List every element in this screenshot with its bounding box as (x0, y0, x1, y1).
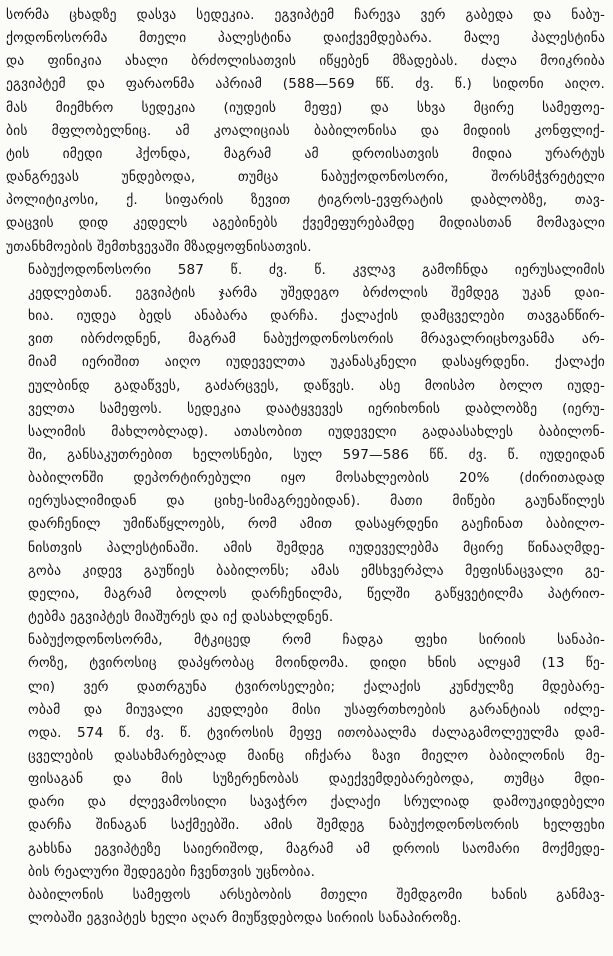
text-line: ველთა სამეფოს. სედეკია დაატყვევეს იერიხონის დაბლობზე (იერუ- (28, 400, 605, 417)
text-line: ნაბუქოდონოსორი 587 წ. ძვ. წ. კვლავ გამოჩნდა იერუსალიმის (28, 261, 605, 278)
text-line: მას მიემხრო სედეკია (იუდეის მეფე) და სხვა მცირე სამეფოე- (6, 99, 605, 116)
text-line: ცველების დასახმარებლად მაინც იჩქარა ზავი მიელო ბაბილონის მე- (28, 748, 605, 764)
text-line: ოდა. 574 წ. ძვ. წ. ტვიროსის მეფე ითობაალმა ძალაგამოლეულმა დამ- (28, 724, 605, 741)
text-line: გახსნა ეგვიპტეზე საიერიშოდ, მაგრამ ამ დროის საომარი მოქმედე- (28, 840, 605, 857)
text-line: ეგვიპტემ და ფარაონმა აპრიამ (588—569 წწ. ძვ. წ.) სიდონი აიღო. (6, 76, 605, 93)
text-line: ბის მფლობელნიც. ამ კოალიციას ბაბილონისა და მიდიის კონფლიქ- (6, 122, 605, 139)
text-line: დარი და ძლევამოსილი სავაჭრო ქალაქი სრულიად დამოუკიდებელი (28, 794, 605, 811)
text-line: იერუსალიმიდან და ციხე-სიმაგრეებიდან). მათი მიწები გაუნაწილეს (28, 493, 605, 510)
text-line: ნაბუქოდონოსორმა, მტკიცედ რომ ჩადგა ფეხი სირიის სანაპი- (28, 632, 605, 649)
text-line: ვით იბრძოდნენ, მაგრამ ნაბუქოდონოსორის მრავალრიცხოვანმა არ- (28, 331, 605, 348)
text-line: დარჩა შინაგან საქმეებში. ამის შემდეგ ნაბუქოდონოსორის ხელფეხი (28, 817, 605, 834)
text-line: დელია, მაგრამ ბოლოს დარჩენილმა, წელში გაწყვეტილმა პატრიო- (28, 585, 605, 602)
text-line: ობამ და მიუვალი კედლები მისი უსაფრთხოების გარანტიას იძლე- (28, 701, 605, 718)
text-line: სალიმის მახლობლად). ათასობით იუდეველი გადაასახლეს ბაბილონ- (28, 423, 605, 440)
text-line: და ფინიკია ახალი ბრძოლისათვის იწყებენ მზადებას. ძალა მოიკრიბა (6, 53, 605, 70)
text-line: ბაბილონში დეპორტირებული იყო მოსახლეობის 20% (ძირითადად (28, 470, 605, 487)
text-line: ფისაგან და მის სუზერენობას დაექვემდებარებოდა, თუმცა მდი- (28, 771, 605, 788)
text-line: ნისთვის პალესტინაში. ამის შემდეგ იუდეველებმა მცირე წინააღმდე- (28, 539, 605, 556)
text-line: ტის იმედი ჰქონდა, მაგრამ ამ დროისათვის მიდია ურარტუს (6, 145, 605, 162)
text-line: კედლებთან. ეგვიპტის ჯარმა უშედეგო ბრძოლის შემდეგ უკან დაი- (28, 284, 605, 301)
paragraph-4 (6, 884, 605, 930)
text-line: გობა კიდევ გაუწიეს ბაბილონს; ამას ემსხვერპლა მეფისნაცვალი გე- (28, 562, 605, 579)
text-line: დაცვის დიდ კედელს აგებინებს ქვემეფურებამდე მიდიასთან მომავალი (6, 215, 605, 232)
text-line: ლობაში ეგვიპტეს ხელი აღარ მიუწვდებოდა სირიის სანაპიროზე. (28, 910, 462, 927)
paragraph-3 (6, 629, 605, 884)
paragraph-2 (6, 259, 605, 630)
text-line: პოლიტიკოსი, ქ. სიფარის ზევით ტიგროს-ევფრატის დაბლობზე, თავ- (6, 192, 605, 209)
text-line: ხია. იუდეა ბედს ანაბარა დარჩა. ქალაქის დამცველები თავგანწირ- (28, 308, 605, 325)
text-line: ეულბინდ გადაწვეს, გაძარცვეს, დაწვეს. ასე მოისპო ბოლო იუდე- (28, 377, 605, 394)
text-line: ში, განსაკუთრებით ხელოსნები, სულ 597—586 წწ. ძვ. წ. იუდეიდან (28, 446, 605, 463)
text-line: ბაბილონის სამეფოს არსებობის მთელი შემდგომი ხანის განმავ- (28, 886, 605, 903)
text-line: დანგრევას უნდებოდა, თუმცა ნაბუქოდონოსორი, შორსმჭვრეტელი (6, 169, 605, 186)
text-line: სორმა ცხადზე დასვა სედეკია. ეგვიპტემ ჩარევა ვერ გაბედა და ნაბუ- (6, 7, 605, 23)
text-line: ქოდონოსორმა მთელი პალესტინა დაიქვემდებარა. მალე პალესტინა (6, 30, 605, 47)
text-line: როზე, ტვიროსიც დაპყრობაც მოინდომა. დიდი ხნის ალყამ (13 წე- (28, 655, 605, 672)
text-line: ბის რეალური შედეგები ჩვენთვის უცნობია. (28, 863, 316, 880)
text-line: დარჩენილ უმიწაწყლოებს, რომ ამით დასაყრდენი გაეჩინათ ბაბილო- (28, 516, 605, 533)
text-line: ლი) ვერ დათრგუნა ტვიროსელები; ქალაქის კუნძულზე მდებარე- (28, 678, 605, 695)
text-line: ტებმა ეგვიპტეს მიაშურეს და იქ დასახლდნენ. (28, 609, 334, 626)
text-line: უთანხმოების შემთხვევაში მზადყოფნისათვის. (6, 238, 312, 255)
paragraph-1 (6, 4, 605, 259)
text-line: მიამ იერიშით აიღო იუდეველთა უკანასკნელი დასაყრდენი. ქალაქი (28, 354, 605, 371)
